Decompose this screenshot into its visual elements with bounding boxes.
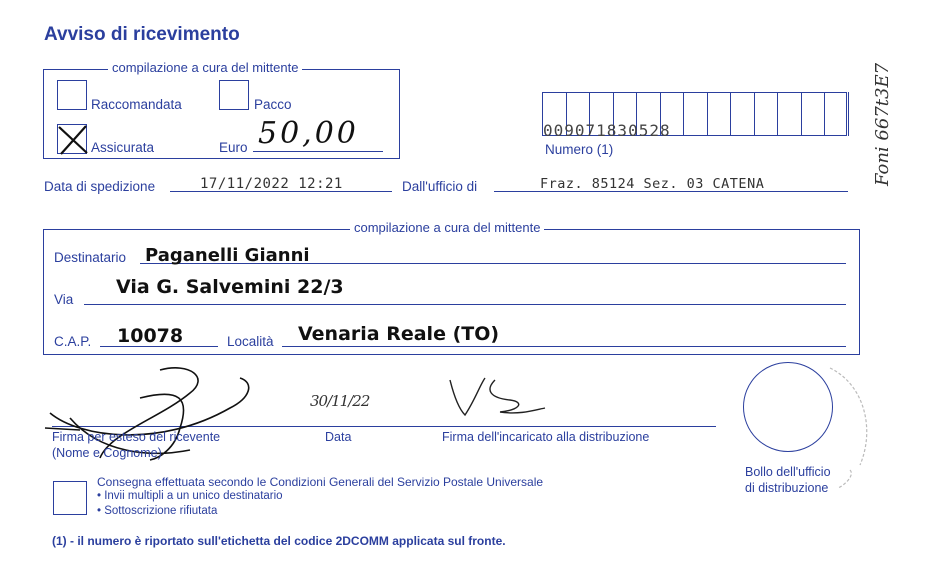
delivery-main-text: Consegna effettuata secondo le Condizioni Generali del Servizio Postale Universale (97, 475, 544, 489)
assicurata-label: Assicurata (91, 140, 155, 155)
cap-value: 10078 (117, 325, 184, 347)
tracking-grid-cell (848, 92, 869, 136)
distributor-signature-label: Firma dell'incaricato alla distribuzione (442, 430, 650, 444)
raccomandata-checkbox[interactable] (57, 80, 87, 110)
tracking-number-value: 009071830528 (543, 121, 671, 140)
recipient-section-legend: compilazione a cura del mittente (350, 220, 544, 235)
receiver-name-label: (Nome e Cognome) (52, 446, 162, 460)
locality-underline (282, 346, 846, 347)
delivery-bullet-refused: • Sottoscrizione rifiutata (97, 505, 218, 517)
delivery-checkbox[interactable] (53, 481, 87, 515)
shipping-date-value: 17/11/2022 12:21 (200, 176, 343, 192)
tracking-grid-cell (801, 92, 822, 136)
tracking-number-label: Numero (1) (545, 142, 614, 157)
assicurata-checkbox[interactable] (57, 124, 87, 154)
stamp-label-office: Bollo dell'ufficio (745, 465, 831, 479)
signature-date-value: 30/11/22 (310, 392, 370, 410)
tracking-grid-cell (683, 92, 704, 136)
recipient-label: Destinatario (54, 250, 127, 265)
office-value: Fraz. 85124 Sez. 03 CATENA (540, 176, 765, 192)
tracking-grid-cell (730, 92, 751, 136)
euro-underline (253, 151, 383, 152)
sender-section-legend: compilazione a cura del mittente (108, 60, 302, 75)
locality-label: Località (227, 334, 274, 349)
recipient-value: Paganelli Gianni (145, 245, 310, 266)
locality-value: Venaria Reale (TO) (298, 323, 500, 345)
delivery-bullet-multiple: • Invii multipli a un unico destinatario (97, 490, 283, 502)
raccomandata-label: Raccomandata (91, 97, 182, 112)
cap-label: C.A.P. (54, 334, 92, 349)
shipping-date-label: Data di spedizione (44, 179, 156, 194)
euro-value[interactable]: 50,00 (258, 116, 359, 151)
margin-handwritten-note: Foni 667t3E7 (872, 62, 893, 186)
distributor-signature-icon (440, 370, 550, 430)
tracking-grid-cell (754, 92, 775, 136)
office-label: Dall'ufficio di (402, 179, 478, 194)
pacco-label: Pacco (254, 97, 292, 112)
euro-label: Euro (219, 140, 248, 155)
signature-date-label: Data (325, 430, 352, 444)
street-label: Via (54, 292, 74, 307)
form-title: Avviso di ricevimento (44, 24, 240, 45)
tracking-grid-cell (777, 92, 798, 136)
tracking-grid-cell (707, 92, 728, 136)
pacco-checkbox[interactable] (219, 80, 249, 110)
street-value: Via G. Salvemini 22/3 (116, 276, 344, 298)
footnote: (1) - il numero è riportato sull'etichetta del codice 2DCOMM applicata sul fronte. (52, 534, 506, 548)
street-underline (84, 304, 846, 305)
assicurata-check-mark-icon (56, 123, 90, 157)
stamp-label-distribution: di distribuzione (745, 481, 829, 495)
tracking-grid-cell (824, 92, 845, 136)
receiver-signature-label: Firma per esteso del ricevente (52, 430, 221, 444)
